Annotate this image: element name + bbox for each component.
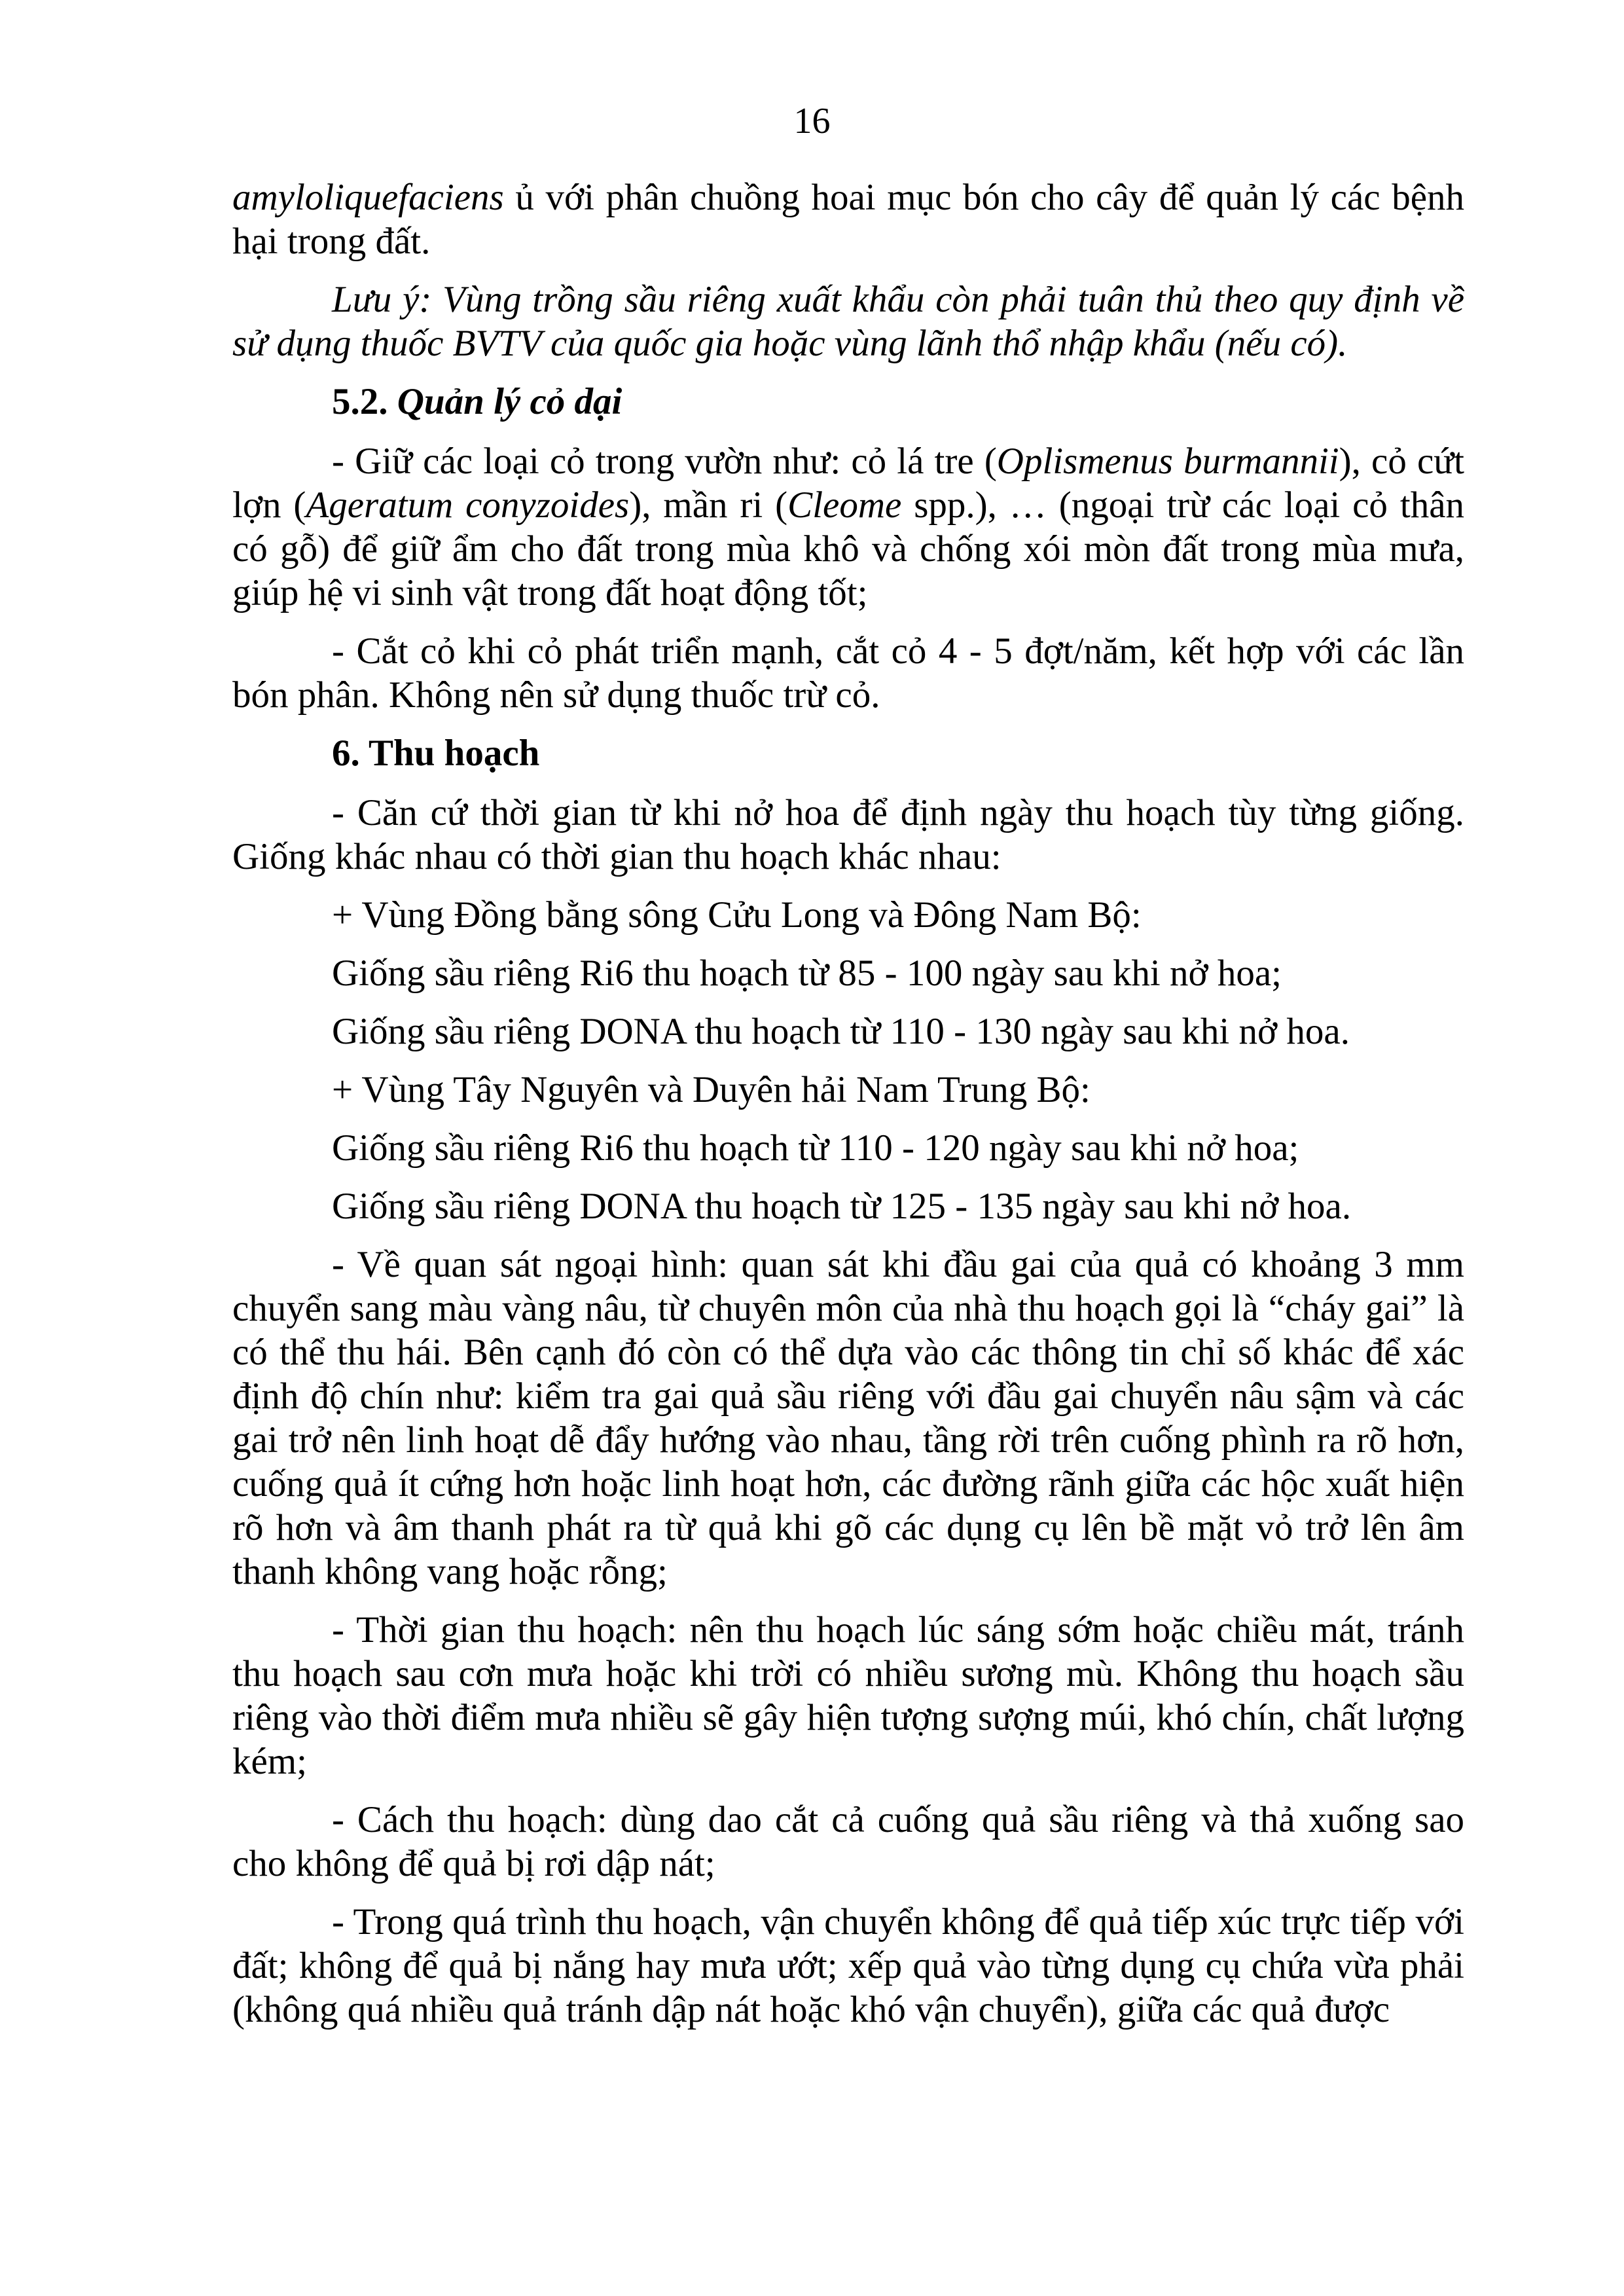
text-span: ), cỏ cứt lợn ( <box>232 441 1464 526</box>
continuation-paragraph <box>232 175 1464 263</box>
text-span: spp.), … (ngoại trừ các loại cỏ thân có gỗ) để giữ ẩm cho đất trong mùa khô và chống xói mòn đất trong mùa mưa, giúp hệ vi sinh vật trong đất hoạt động tốt; <box>232 484 1464 613</box>
harvest-time-paragraph: - Thời gian thu hoạch: nên thu hoạch lúc sáng sớm hoặc chiều mát, tránh thu hoạch sau cơn mưa hoặc khi trời có nhiều sương mù. Không thu hoạch sầu riêng vào thời điểm mưa nhiều sẽ gây hiện tượng sượng múi, khó chín, chất lượng kém; <box>232 1609 1464 1782</box>
page-number: 16 <box>793 101 831 141</box>
page-content <box>232 175 1464 2046</box>
region-2-variety-dona: Giống sầu riêng DONA thu hoạch từ 125 - 135 ngày sau khi nở hoa. <box>332 1186 1352 1227</box>
species-name: amyloliquefaciens <box>232 177 504 218</box>
species-name: Ageratum conyzoides <box>306 484 630 526</box>
region-1-variety-ri6: Giống sầu riêng Ri6 thu hoạch từ 85 - 100 ngày sau khi nở hoa; <box>332 953 1282 994</box>
section-5-2-heading <box>232 380 1464 424</box>
harvest-method-paragraph: - Cách thu hoạch: dùng dao cắt cả cuống quả sầu riêng và thả xuống sao cho không để quả bị rơi dập nát; <box>232 1799 1464 1884</box>
weed-paragraph-1 <box>232 439 1464 615</box>
species-name: Cleome <box>787 484 902 526</box>
transport-paragraph: - Trong quá trình thu hoạch, vận chuyển không để quả tiếp xúc trực tiếp với đất; không để quả bị nắng hay mưa ướt; xếp quả vào từng dụng cụ chứa vừa phải (không quá nhiều quả tránh dập nát hoặc khó vận chuyển), giữa các quả được <box>232 1901 1464 2030</box>
region-1-name: + Vùng Đồng bằng sông Cửu Long và Đông Nam Bộ: <box>332 894 1142 936</box>
continuation-text: ủ với phân chuồng hoai mục bón cho cây để quản lý các bệnh hại trong đất. <box>232 177 1464 262</box>
harvest-intro-paragraph: - Căn cứ thời gian từ khi nở hoa để định ngày thu hoạch tùy từng giống. Giống khác nhau có thời gian thu hoạch khác nhau: <box>232 792 1464 877</box>
species-name: Oplismenus burmannii <box>996 441 1339 482</box>
section-5-2-title: Quản lý cỏ dại <box>397 381 623 422</box>
section-5-2-number: 5.2. <box>332 381 388 422</box>
region-2-variety-ri6: Giống sầu riêng Ri6 thu hoạch từ 110 - 120 ngày sau khi nở hoa; <box>332 1127 1299 1169</box>
text-span: ), mần ri ( <box>629 484 788 526</box>
region-2-name: + Vùng Tây Nguyên và Duyên hải Nam Trung Bộ: <box>332 1069 1091 1110</box>
appearance-paragraph: - Về quan sát ngoại hình: quan sát khi đầu gai của quả có khoảng 3 mm chuyển sang màu vàng nâu, từ chuyên môn của nhà thu hoạch gọi là “cháy gai” là có thể thu hái. Bên cạnh đó còn có thể dựa vào các thông tin chỉ số khác để xác định độ chín như: kiểm tra gai quả sầu riêng với đầu gai chuyển nâu sậm và các gai trở nên linh hoạt dễ đẩy hướng vào nhau, tầng rời trên cuống phình ra rõ hơn, cuống quả ít cứng hơn hoặc linh hoạt hơn, các đường rãnh giữa các hộc xuất hiện rõ hơn và âm thanh phát ra từ quả khi gõ các dụng cụ lên bề mặt vỏ trở lên âm thanh không vang hoặc rỗng; <box>232 1244 1464 1592</box>
text-span: - Giữ các loại cỏ trong vườn như: cỏ lá tre ( <box>332 441 997 482</box>
note-paragraph: Lưu ý: Vùng trồng sầu riêng xuất khẩu còn phải tuân thủ theo quy định về sử dụng thuốc BVTV của quốc gia hoặc vùng lãnh thổ nhập khẩu (nếu có). <box>232 279 1464 364</box>
section-6-heading: 6. Thu hoạch <box>332 733 540 774</box>
weed-paragraph-2: - Cắt cỏ khi cỏ phát triển mạnh, cắt cỏ 4 - 5 đợt/năm, kết hợp với các lần bón phân. Không nên sử dụng thuốc trừ cỏ. <box>232 630 1464 716</box>
region-1-variety-dona: Giống sầu riêng DONA thu hoạch từ 110 - 130 ngày sau khi nở hoa. <box>332 1011 1350 1052</box>
